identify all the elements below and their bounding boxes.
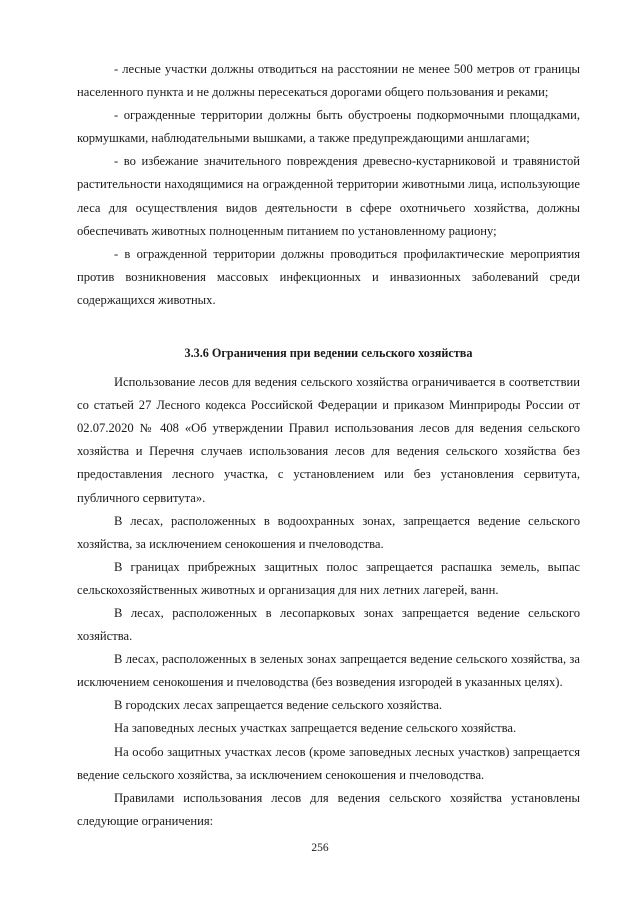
list-item: - в огражденной территории должны проводиться профилактические мероприятия против возникновения массовых инфекционных и инвазионных заболеваний среди содержащихся животных.: [77, 246, 580, 307]
body-paragraph: На заповедных лесных участках запрещается ведение сельского хозяйства.: [114, 721, 517, 736]
body-paragraph: В лесах, расположенных в зеленых зонах запрещается ведение сельского хозяйства, за исключением сенокошения и пчеловодства (без возведения изгородей в указанных целях).: [77, 652, 580, 690]
list-item: - лесные участки должны отводиться на расстоянии не менее 500 метров от границы населенного пункта и не должны пересекаться дорогами общего пользования и реками;: [77, 62, 580, 100]
body-paragraph: В лесах, расположенных в водоохранных зонах, запрещается ведение сельского хозяйства, за исключением сенокошения и пчеловодства.: [77, 513, 580, 551]
document-page: [77, 58, 580, 833]
body-paragraph: В лесах, расположенных в лесопарковых зонах запрещается ведение сельского хозяйства.: [77, 605, 580, 644]
list-item: - во избежание значительного повреждения древесно-кустарниковой и травянистой растительности находящимися на огражденной территории животными лица, использующие леса для осуществления видов деятельности в сфере охотничьего хозяйства, должны обеспечивать животных полноценным питанием по установленному рациону;: [77, 154, 580, 238]
body-paragraph: В городских лесах запрещается ведение сельского хозяйства.: [114, 698, 443, 713]
body-paragraph: Использование лесов для ведения сельского хозяйства ограничивается в соответствии со статьей 27 Лесного кодекса Российской Федерации и приказом Минприроды России от 02.07.2020 № 408 «Об утверждении Правил использования лесов для ведения сельского хозяйства и Перечня случаев использования лесов для ведения сельского хозяйства без предоставления лесного участка, с установлением или без установления сервитута, публичного сервитута».: [77, 375, 580, 505]
list-item: - огражденные территории должны быть обустроены подкормочными площадками, кормушками, наблюдательными вышками, а также предупреждающими аншлагами;: [77, 108, 580, 146]
body-paragraph: На особо защитных участках лесов (кроме заповедных лесных участков) запрещается ведение сельского хозяйства, за исключением сенокошения и пчеловодства.: [77, 744, 580, 782]
section-heading: 3.3.6 Ограничения при ведении сельского хозяйства: [184, 346, 473, 361]
body-paragraph: В границах прибрежных защитных полос запрещается распашка земель, выпас сельскохозяйственных животных и организация для них летних лагерей, ванн.: [77, 559, 580, 597]
body-paragraph: Правилами использования лесов для ведения сельского хозяйства установлены следующие ограничения:: [77, 790, 580, 828]
page-number: 256: [311, 842, 329, 854]
